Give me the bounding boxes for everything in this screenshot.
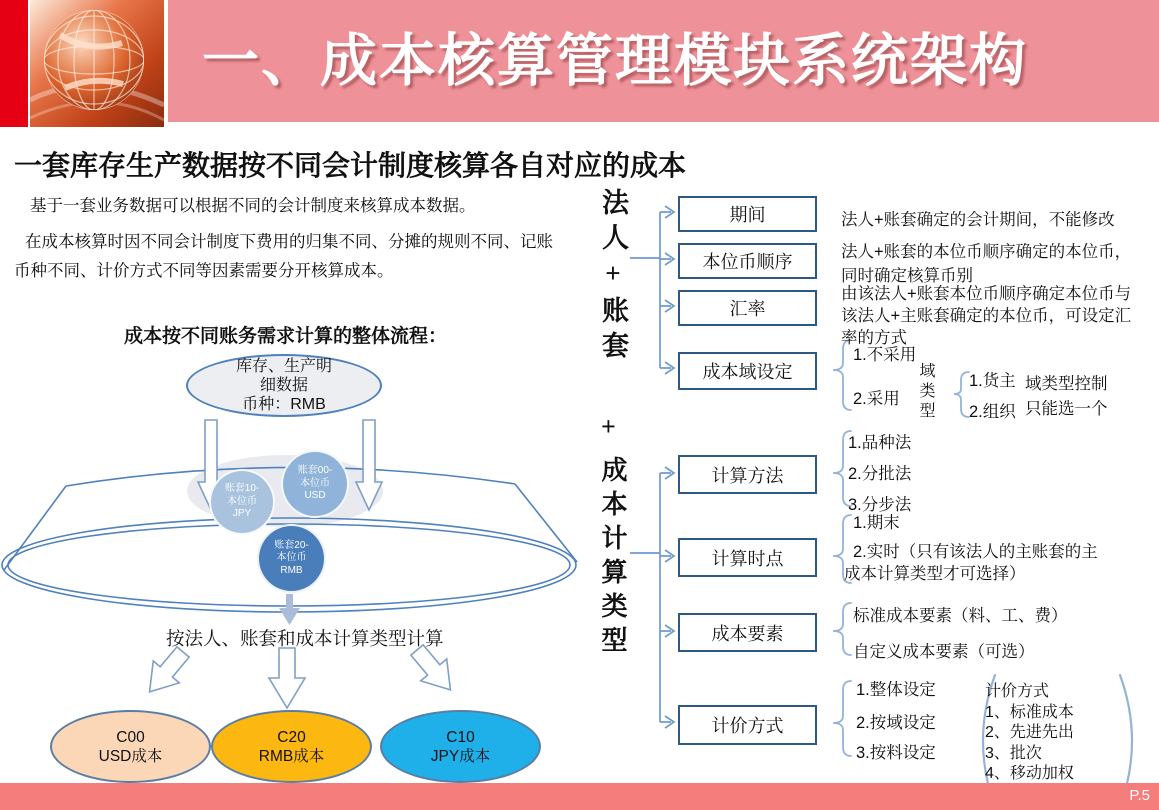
calc-timing-options xyxy=(844,512,1098,585)
timing-option-1: 1.期末 xyxy=(853,514,900,532)
pricing-option-1: 1.整体设定 xyxy=(856,681,936,699)
intro-paragraph-2-line2: 币种不同、计价方式不同等因素需要分开核算成本。 xyxy=(14,262,394,280)
output-arrow-middle xyxy=(269,648,305,708)
intro-paragraph-1: 基于一套业务数据可以根据不同的会计制度来核算成本数据。 xyxy=(30,197,476,215)
output-c10-label: JPY成本 xyxy=(430,747,491,765)
box-cost-elements: 成本要素 xyxy=(678,613,817,652)
page-number: P.5 xyxy=(1129,787,1150,804)
pricing-option-3: 3.按料设定 xyxy=(856,744,936,762)
timing-option-2-cont: 成本计算类型才可选择） xyxy=(844,565,1026,583)
source-data-ellipse xyxy=(186,354,382,417)
group2-vertical-label: 成本计算类型 xyxy=(598,456,627,660)
method-option-2: 2.分批法 xyxy=(848,465,912,483)
pricing-callout-title: 计价方式 xyxy=(985,683,1050,700)
flow-caption: 按法人、账套和成本计算类型计算 xyxy=(166,628,444,649)
ledger-jpy-line2: 本位币 xyxy=(227,495,257,507)
desc-rate-line1: 由该法人+账套本位币顺序确定本位币与 xyxy=(841,285,1132,303)
box-period: 期间 xyxy=(678,196,817,232)
footer-bar xyxy=(0,783,1159,810)
ledger-circle-usd xyxy=(281,450,349,518)
source-line3: 币种：RMB xyxy=(242,396,326,413)
ledger-rmb-line2: 本位币 xyxy=(276,552,307,564)
output-c00-code: C00 xyxy=(116,728,145,746)
domain-option-2: 2.采用 xyxy=(853,390,900,408)
ledger-rmb-line3: RMB xyxy=(280,564,303,576)
source-line2: 细数据 xyxy=(259,377,308,394)
desc-rate-line3: 率的方式 xyxy=(841,329,907,347)
timing-option-2: 2.实时（只有该法人的主账套的主 xyxy=(853,543,1098,561)
ledger-usd-line2: 本位币 xyxy=(300,477,330,489)
domain-note-line2: 只能选一个 xyxy=(1025,400,1108,418)
desc-rate-line2: 该法人+主账套确定的本位币，可设定汇 xyxy=(841,307,1132,325)
domain-type-option-2: 2.组织 xyxy=(969,403,1016,421)
box-exchange-rate: 汇率 xyxy=(678,290,817,326)
flow-diagram-title: 成本按不同账务需求计算的整体流程： xyxy=(124,326,448,347)
element-option-2: 自定义成本要素（可选） xyxy=(853,643,1035,661)
calc-method-options xyxy=(848,428,911,521)
output-c20-label: RMB成本 xyxy=(258,747,325,765)
page-title: 一、成本核算管理模块系统架构 xyxy=(202,29,1028,93)
desc-currency-line1: 法人+账套的本位币顺序确定的本位币， xyxy=(841,243,1132,261)
output-c00-label: USD成本 xyxy=(98,747,163,765)
ledger-usd-line1: 账套00- xyxy=(297,465,333,477)
domain-note-line1: 域类型控制 xyxy=(1025,375,1108,393)
intro-paragraph-2-line1: 在成本核算时因不同会计制度下费用的归集不同、分摊的规则不同、记账 xyxy=(25,233,553,251)
group-plus-sign: + xyxy=(601,412,616,441)
output-ellipse-c20 xyxy=(211,710,372,783)
box-currency-order: 本位币顺序 xyxy=(678,243,817,279)
domain-type-vertical-label: 域类型 xyxy=(917,362,934,422)
desc-currency-line2: 同时确定核算币别 xyxy=(841,267,973,285)
ledger-circle-jpy xyxy=(209,469,275,535)
section-heading: 一套库存生产数据按不同会计制度核算各自对应的成本 xyxy=(14,151,687,182)
output-ellipse-c00 xyxy=(50,710,211,783)
group1-vertical-label: 法人+账套 xyxy=(598,188,628,366)
element-option-1: 标准成本要素（料、工、费） xyxy=(853,607,1068,625)
pricing-callout-item-2: 2、先进先出 xyxy=(985,724,1074,741)
output-ellipse-c10 xyxy=(380,710,541,783)
desc-currency-order xyxy=(841,240,1131,288)
desc-period: 法人+账套确定的会计期间，不能修改 xyxy=(841,211,1115,229)
ledger-rmb-line1: 账套20- xyxy=(274,539,309,551)
box-calc-timing: 计算时点 xyxy=(678,538,817,577)
brace-pricing xyxy=(833,681,851,756)
method-option-3: 3.分步法 xyxy=(848,496,912,514)
output-c20-code: C20 xyxy=(277,728,306,746)
box-calc-method: 计算方法 xyxy=(678,455,817,494)
tree-connectors-group2 xyxy=(630,467,674,728)
pricing-option-2: 2.按域设定 xyxy=(856,714,936,732)
output-c10-code: C10 xyxy=(446,728,475,746)
pricing-callout-item-4: 4、移动加权 xyxy=(985,765,1074,782)
ledger-jpy-line3: JPY xyxy=(232,508,252,520)
domain-option-1: 1.不采用 xyxy=(853,346,917,364)
desc-exchange-rate xyxy=(841,283,1131,349)
box-cost-domain: 成本域设定 xyxy=(678,352,817,390)
tree-connectors-group1 xyxy=(630,206,674,374)
domain-type-option-1: 1.货主 xyxy=(969,372,1016,390)
small-connector-arrow xyxy=(279,594,300,625)
ledger-usd-line3: USD xyxy=(304,490,326,502)
method-option-1: 1.品种法 xyxy=(848,434,912,452)
ledger-jpy-line1: 账套10- xyxy=(224,483,260,495)
pricing-callout-item-3: 3、批次 xyxy=(985,744,1042,762)
pricing-callout-item-1: 1、标准成本 xyxy=(985,703,1074,721)
brace-cost-elements xyxy=(833,603,851,655)
ledger-circle-rmb xyxy=(257,524,326,593)
box-pricing-method: 计价方式 xyxy=(678,705,817,745)
source-line1: 库存、生产明 xyxy=(235,358,332,375)
brace-domain-type xyxy=(954,372,969,417)
down-arrow-right xyxy=(356,420,382,510)
brace-cost-domain xyxy=(833,340,851,410)
